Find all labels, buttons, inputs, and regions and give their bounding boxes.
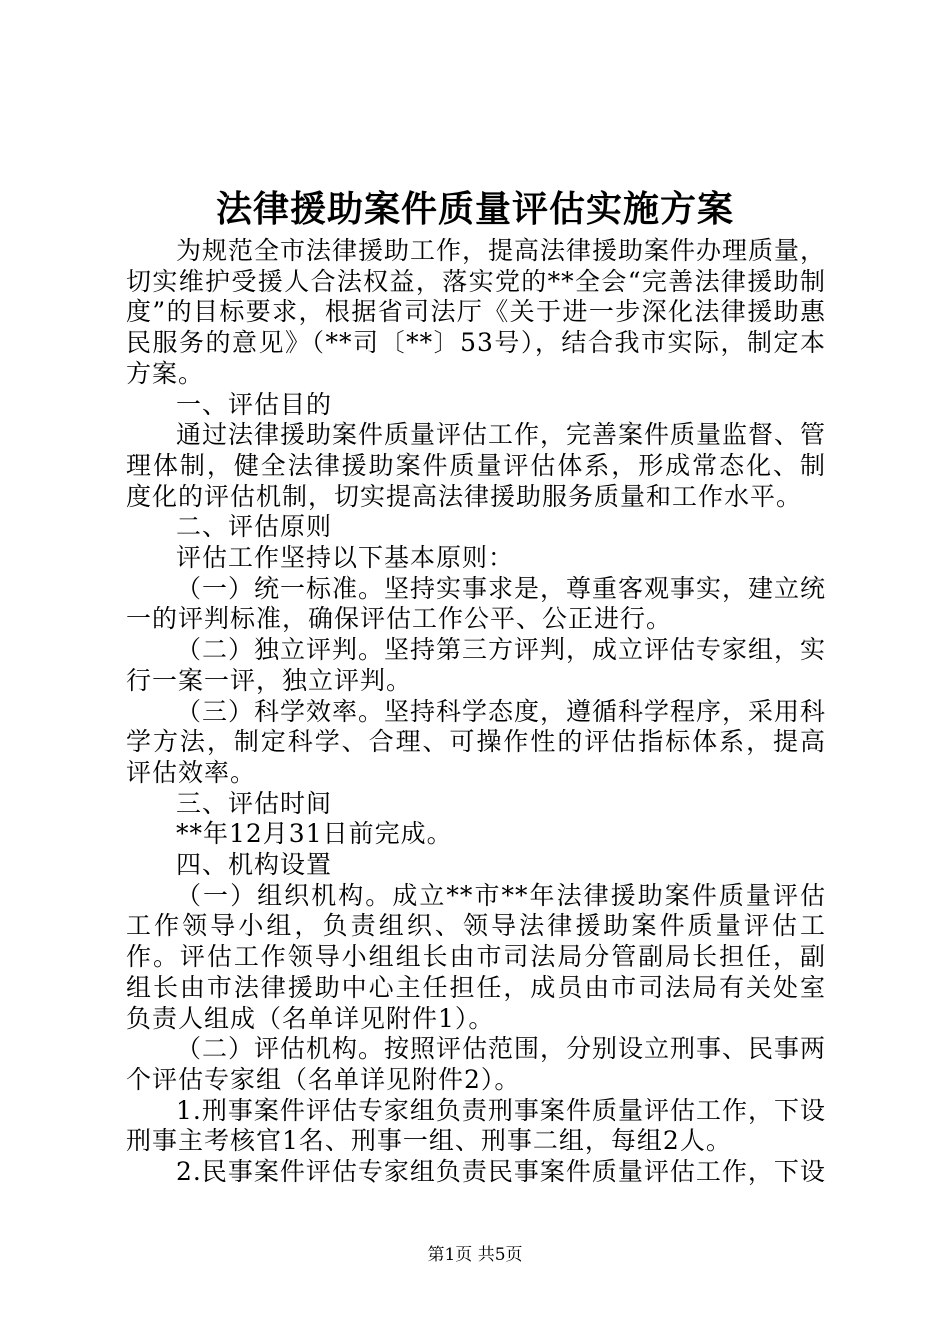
paragraph-civil-group: 2.民事案件评估专家组负责民事案件质量评估工作，下设 xyxy=(176,1157,826,1187)
heading-organization: 四、机构设置 xyxy=(176,850,333,880)
page-number: 第1页 共5页 xyxy=(427,1245,523,1265)
paragraph-principle-1: （一）统一标准。坚持实事求是，尊重客观事实，建立统一的评判标准，确保评估工作公平、公正进行。 xyxy=(126,573,827,634)
document-body xyxy=(126,236,826,1188)
heading-purpose: 一、评估目的 xyxy=(176,389,333,419)
paragraph-principle-3: （三）科学效率。坚持科学态度，遵循科学程序，采用科学方法，制定科学、合理、可操作性的评估指标体系，提高评估效率。 xyxy=(126,696,827,787)
paragraph-time: **年12月31日前完成。 xyxy=(176,819,453,849)
paragraph-principles-intro: 评估工作坚持以下基本原则： xyxy=(176,543,515,573)
paragraph-principle-2: （二）独立评判。坚持第三方评判，成立评估专家组，实行一案一评，独立评判。 xyxy=(126,635,827,695)
paragraph-purpose: 通过法律援助案件质量评估工作，完善案件质量监督、管理体制，健全法律援助案件质量评估体系，形成常态化、制度化的评估机制，切实提高法律援助服务质量和工作水平。 xyxy=(126,420,827,511)
paragraph-organization-1: （一）组织机构。成立**市**年法律援助案件质量评估工作领导小组，负责组织、领导法律援助案件质量评估工作。评估工作领导小组组长由市司法局分管副局长担任，副组长由市法律援助中心主任担任，成员由市司法局有关处室负责人组成（名单详见附件1）。 xyxy=(126,880,826,1033)
paragraph-intro: 为规范全市法律援助工作，提高法律援助案件办理质量，切实维护受援人合法权益，落实党的**全会“完善法律援助制度”的目标要求，根据省司法厅《关于进一步深化法律援助惠民服务的意见》（**司〔**〕53号），结合我市实际，制定本方案。 xyxy=(126,236,827,388)
heading-time: 三、评估时间 xyxy=(176,788,333,818)
heading-principles: 二、评估原则 xyxy=(176,512,333,542)
paragraph-criminal-group: 1.刑事案件评估专家组负责刑事案件质量评估工作，下设刑事主考核官1名、刑事一组、刑事二组，每组2人。 xyxy=(126,1095,826,1156)
document-title: 法律援助案件质量评估实施方案 xyxy=(215,188,734,230)
paragraph-organization-2: （二）评估机构。按照评估范围，分别设立刑事、民事两个评估专家组（名单详见附件2）。 xyxy=(126,1034,827,1094)
